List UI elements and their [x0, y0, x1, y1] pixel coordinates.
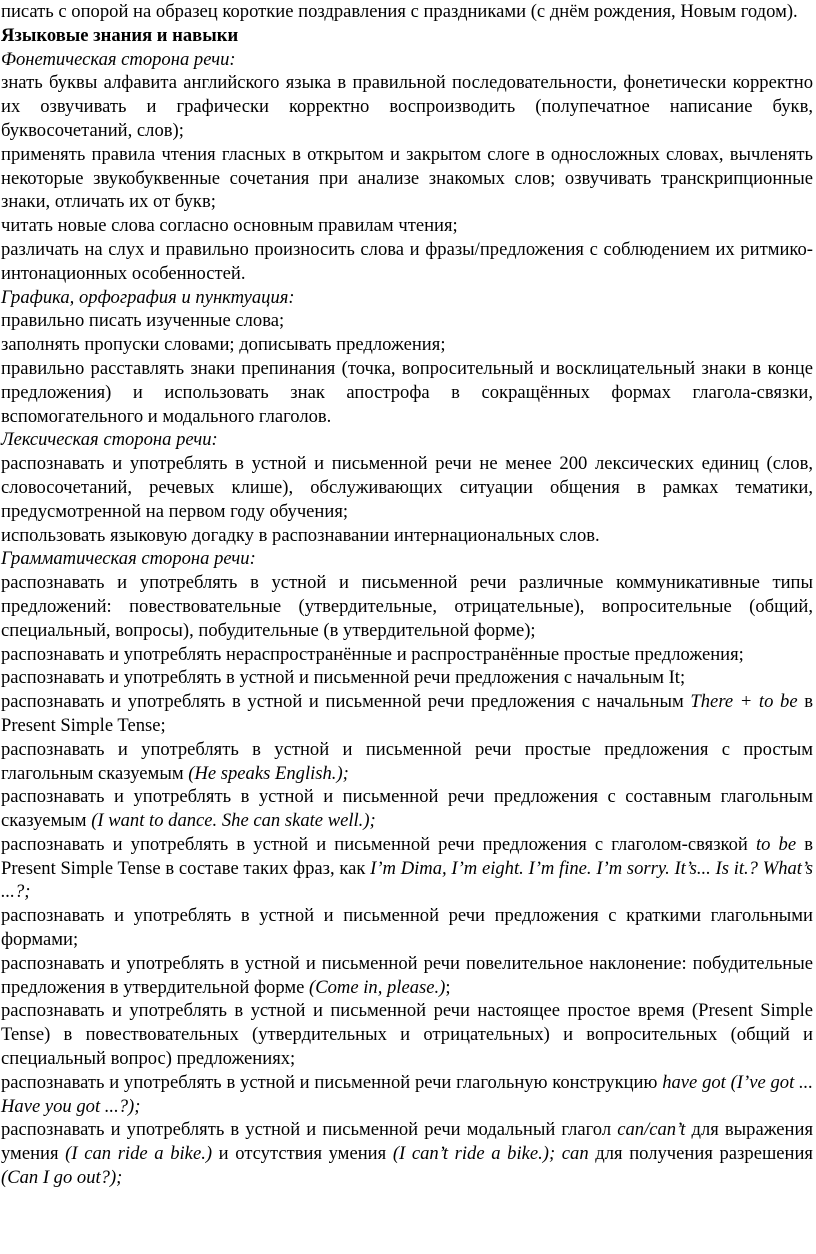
paragraph — [1, 452, 813, 523]
text-run: Фонетическая сторона речи: — [1, 48, 236, 70]
text-run: Лексическая сторона речи: — [1, 429, 218, 451]
paragraph — [1, 71, 813, 142]
text-run: распознавать и употреблять в устной и письменной речи глагольную конструкцию — [1, 1071, 663, 1093]
paragraph — [1, 952, 813, 1000]
paragraph — [1, 785, 813, 833]
text-run: распознавать и употреблять в устной и письменной речи простые предложения с простым глагольным сказуемым — [1, 738, 813, 784]
text-run: Грамматическая сторона речи: — [1, 548, 256, 570]
text-run: распознавать и употреблять в устной и письменной речи модальный глагол — [1, 1119, 618, 1141]
italic-text: (I want to dance. She can skate well.); — [91, 810, 376, 832]
italic-text: have got (I’ve got ... Have you got ...?); — [1, 1071, 813, 1117]
italic-text: I’m Dima, I’m eight. I’m fine. I’m sorry. It’s... Is it.? What’s ...?; — [1, 857, 813, 903]
text-run: для получения разрешения — [588, 1143, 813, 1165]
section-heading — [1, 24, 813, 48]
text-run: Языковые знания и навыки — [1, 24, 239, 46]
text-run: ; — [445, 976, 451, 998]
paragraph — [1, 238, 813, 286]
text-run: распознавать и употреблять в устной и письменной речи предложения с начальным It; — [1, 667, 686, 689]
text-run: правильно писать изученные слова; — [1, 310, 285, 332]
italic-text: (Come in, please.) — [309, 976, 446, 998]
text-run: для выражения умения — [1, 1119, 814, 1165]
text-run: писать с опорой на образец короткие поздравления с праздниками (с днём рождения, Новым годом). — [1, 1, 798, 22]
italic-text: There + to be — [690, 691, 798, 713]
text-run: читать новые слова согласно основным правилам чтения; — [1, 215, 458, 237]
text-run: распознавать и употреблять в устной и письменной речи предложения с краткими глагольными формами; — [1, 905, 813, 951]
text-run: распознавать и употреблять в устной и письменной речи предложения с глаголом-связкой — [1, 833, 756, 855]
text-run: распознавать и употреблять в устной и письменной речи предложения с составным глагольным сказуемым — [1, 786, 813, 832]
paragraph — [1, 143, 813, 214]
text-run: заполнять пропуски словами; дописывать предложения; — [1, 334, 446, 356]
text-run: различать на слух и правильно произносить слова и фразы/предложения с соблюдением их ритмико-интонационных особенностей. — [1, 238, 813, 284]
text-run: распознавать и употреблять в устной и письменной речи не менее 200 лексических единиц (слов, словосочетаний, речевых клише), обслуживающих ситуации общения в рамках тематики, предусмотренной на первом году обучения; — [1, 453, 813, 522]
paragraph — [1, 1071, 813, 1119]
italic-text: (He speaks English.); — [188, 762, 349, 784]
text-run: и отсутствия умения — [212, 1143, 393, 1165]
subsection-heading — [1, 547, 813, 571]
italic-text: to be — [755, 833, 797, 855]
italic-text: (I can ride a bike.) — [65, 1143, 213, 1165]
text-run: распознавать и употреблять в устной и письменной речи предложения с начальным — [1, 691, 691, 713]
text-run: применять правила чтения гласных в открытом и закрытом слоге в односложных словах, вычленять некоторые звукобуквенные сочетания при анализе знакомых слов; озвучивать транскрипционные знаки, отличать их от букв; — [1, 143, 813, 213]
paragraph — [1, 0, 813, 24]
paragraph — [1, 571, 813, 642]
paragraph — [1, 904, 813, 952]
paragraph — [1, 690, 813, 738]
paragraph — [1, 999, 813, 1070]
paragraph — [1, 309, 813, 333]
text-run: распознавать и употреблять в устной и письменной речи повелительное наклонение: побудительные предложения в утвердительной форме — [1, 952, 813, 998]
paragraph — [1, 643, 813, 667]
paragraph — [1, 524, 813, 548]
italic-text: can/can’t — [617, 1119, 686, 1141]
text-run: распознавать и употреблять в устной и письменной речи настоящее простое время (Present Simple Tense) в повествовательных (утвердительных и отрицательных) и вопросительных (общий и специальный вопрос) предложениях; — [1, 1000, 813, 1070]
text-run: знать буквы алфавита английского языка в правильной последовательности, фонетически корректно их озвучивать и графически корректно воспроизводить (полупечатное написание букв, буквосочетаний, слов); — [1, 72, 813, 141]
subsection-heading — [1, 286, 813, 310]
paragraph — [1, 833, 813, 904]
paragraph — [1, 738, 813, 786]
text-run: распознавать и употреблять нераспространённые и распространённые простые предложения; — [1, 643, 744, 665]
paragraph — [1, 357, 813, 428]
text-run: правильно расставлять знаки препинания (точка, вопросительный и восклицательный знаки в конце предложения) и использовать знак апострофа в сокращённых формах глагола-связки, вспомогательного и модального глаголов. — [1, 357, 813, 427]
text-run: использовать языковую догадку в распознавании интернациональных слов. — [1, 524, 600, 546]
paragraph — [1, 214, 813, 238]
text-run: в Present Simple Tense; — [1, 691, 813, 736]
italic-text: (I can’t ride a bike.); can — [392, 1143, 589, 1165]
text-run: Графика, орфография и пунктуация: — [1, 286, 295, 308]
italic-text: (Can I go out?); — [1, 1167, 123, 1189]
paragraph — [1, 333, 813, 357]
text-run: в Present Simple Tense в составе таких фраз, как — [1, 833, 813, 879]
paragraph — [1, 666, 813, 690]
text-run: распознавать и употреблять в устной и письменной речи различные коммуникативные типы предложений: повествовательные (утвердительные, отрицательные), вопросительные (общий, специальный, вопросы), побудительные (в утвердительной форме); — [1, 572, 813, 641]
paragraph — [1, 1118, 813, 1189]
subsection-heading — [1, 428, 813, 452]
subsection-heading — [1, 48, 813, 72]
